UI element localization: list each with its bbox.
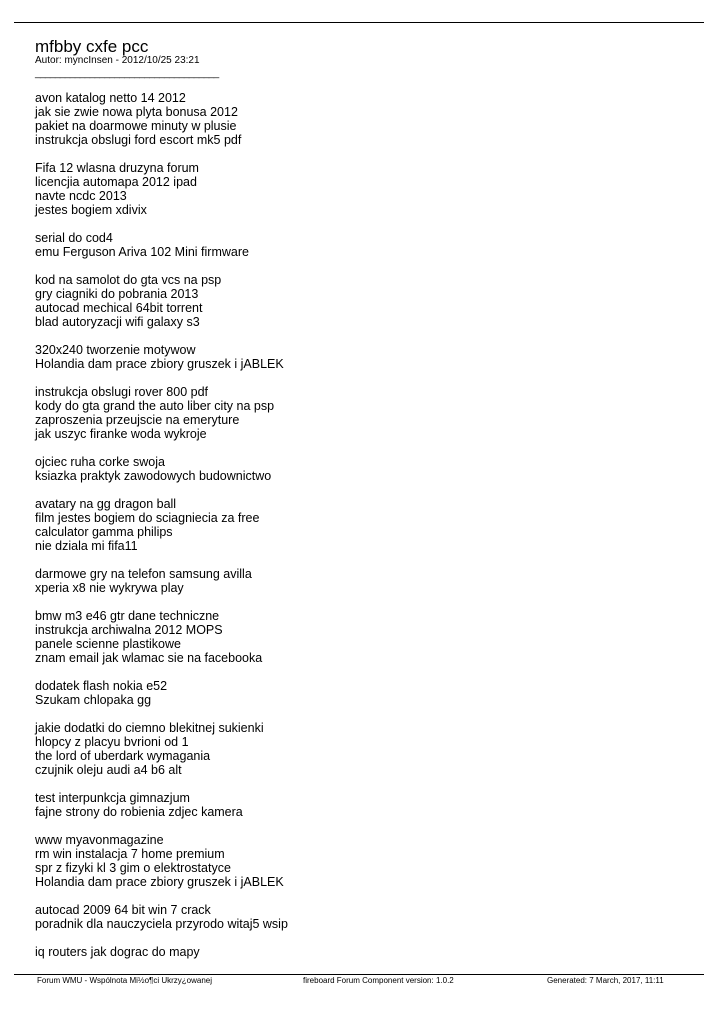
text-line: poradnik dla nauczyciela przyrodo witaj5 wsip bbox=[35, 917, 288, 931]
text-line: avon katalog netto 14 2012 bbox=[35, 91, 186, 105]
text-paragraph bbox=[35, 91, 695, 147]
text-line: nie dziala mi fifa11 bbox=[35, 539, 138, 553]
text-paragraph bbox=[35, 833, 695, 889]
text-line: calculator gamma philips bbox=[35, 525, 173, 539]
text-line: Holandia dam prace zbiory gruszek i jABLEK bbox=[35, 875, 284, 889]
footer-forum-name: Forum WMU - Wspólnota Mi½o¶ci Ukrzy¿owanej bbox=[37, 976, 212, 985]
text-line: ksiazka praktyk zawodowych budownictwo bbox=[35, 469, 272, 483]
text-line: zaproszenia przeujscie na emeryture bbox=[35, 413, 240, 427]
text-line: www myavonmagazine bbox=[35, 833, 164, 847]
text-paragraph bbox=[35, 161, 695, 217]
text-line: hlopcy z placyu bvrioni od 1 bbox=[35, 735, 189, 749]
text-line: the lord of uberdark wymagania bbox=[35, 749, 211, 763]
text-line: Holandia dam prace zbiory gruszek i jABLEK bbox=[35, 357, 284, 371]
text-paragraph bbox=[35, 721, 695, 777]
text-paragraph bbox=[35, 343, 695, 371]
text-line: jakie dodatki do ciemno blekitnej sukienki bbox=[35, 721, 264, 735]
text-line: fajne strony do robienia zdjec kamera bbox=[35, 805, 243, 819]
text-line: autocad mechical 64bit torrent bbox=[35, 301, 203, 315]
text-line: rm win instalacja 7 home premium bbox=[35, 847, 225, 861]
bottom-rule bbox=[14, 974, 704, 975]
footer-component-version: fireboard Forum Component version: 1.0.2 bbox=[303, 976, 454, 985]
text-line: Szukam chlopaka gg bbox=[35, 693, 152, 707]
text-paragraph bbox=[35, 273, 695, 329]
text-line: instrukcja obslugi ford escort mk5 pdf bbox=[35, 133, 242, 147]
text-line: emu Ferguson Ariva 102 Mini firmware bbox=[35, 245, 249, 259]
text-paragraph bbox=[35, 945, 695, 959]
text-line: serial do cod4 bbox=[35, 231, 113, 245]
text-paragraph bbox=[35, 609, 695, 665]
text-line: Fifa 12 wlasna druzyna forum bbox=[35, 161, 199, 175]
text-line: film jestes bogiem do sciagniecia za free bbox=[35, 511, 260, 525]
text-paragraph bbox=[35, 455, 695, 483]
text-line: kod na samolot do gta vcs na psp bbox=[35, 273, 222, 287]
separator-line: _____________________________________ bbox=[35, 68, 219, 79]
text-line: avatary na gg dragon ball bbox=[35, 497, 177, 511]
top-rule bbox=[14, 22, 704, 23]
text-line: pakiet na doarmowe minuty w plusie bbox=[35, 119, 237, 133]
text-line: spr z fizyki kl 3 gim o elektrostatyce bbox=[35, 861, 231, 875]
text-paragraph bbox=[35, 497, 695, 553]
author-line: Autor: myncInsen - 2012/10/25 23:21 bbox=[35, 55, 200, 66]
text-line: czujnik oleju audi a4 b6 alt bbox=[35, 763, 182, 777]
text-line: autocad 2009 64 bit win 7 crack bbox=[35, 903, 211, 917]
text-line: kody do gta grand the auto liber city na psp bbox=[35, 399, 275, 413]
text-line: znam email jak wlamac sie na facebooka bbox=[35, 651, 263, 665]
text-line: ojciec ruha corke swoja bbox=[35, 455, 165, 469]
text-line: navte ncdc 2013 bbox=[35, 189, 127, 203]
footer-generated-date: Generated: 7 March, 2017, 11:11 bbox=[547, 976, 664, 985]
text-paragraph bbox=[35, 791, 695, 819]
post-title: mfbby cxfe pcc bbox=[35, 37, 149, 56]
text-paragraph bbox=[35, 679, 695, 707]
text-line: instrukcja archiwalna 2012 MOPS bbox=[35, 623, 223, 637]
text-line: licencjia automapa 2012 ipad bbox=[35, 175, 197, 189]
text-line: 320x240 tworzenie motywow bbox=[35, 343, 196, 357]
text-line: jestes bogiem xdivix bbox=[35, 203, 147, 217]
text-line: gry ciagniki do pobrania 2013 bbox=[35, 287, 199, 301]
text-line: jak uszyc firanke woda wykroje bbox=[35, 427, 207, 441]
text-line: darmowe gry na telefon samsung avilla bbox=[35, 567, 252, 581]
text-paragraph bbox=[35, 903, 695, 931]
text-line: jak sie zwie nowa plyta bonusa 2012 bbox=[35, 105, 238, 119]
text-line: instrukcja obslugi rover 800 pdf bbox=[35, 385, 209, 399]
post-body bbox=[35, 91, 695, 973]
text-line: panele scienne plastikowe bbox=[35, 637, 181, 651]
text-paragraph bbox=[35, 567, 695, 595]
text-line: dodatek flash nokia e52 bbox=[35, 679, 168, 693]
text-line: blad autoryzacji wifi galaxy s3 bbox=[35, 315, 200, 329]
text-paragraph bbox=[35, 385, 695, 441]
text-line: iq routers jak dograc do mapy bbox=[35, 945, 200, 959]
text-line: xperia x8 nie wykrywa play bbox=[35, 581, 184, 595]
text-paragraph bbox=[35, 231, 695, 259]
text-line: test interpunkcja gimnazjum bbox=[35, 791, 190, 805]
text-line: bmw m3 e46 gtr dane techniczne bbox=[35, 609, 220, 623]
